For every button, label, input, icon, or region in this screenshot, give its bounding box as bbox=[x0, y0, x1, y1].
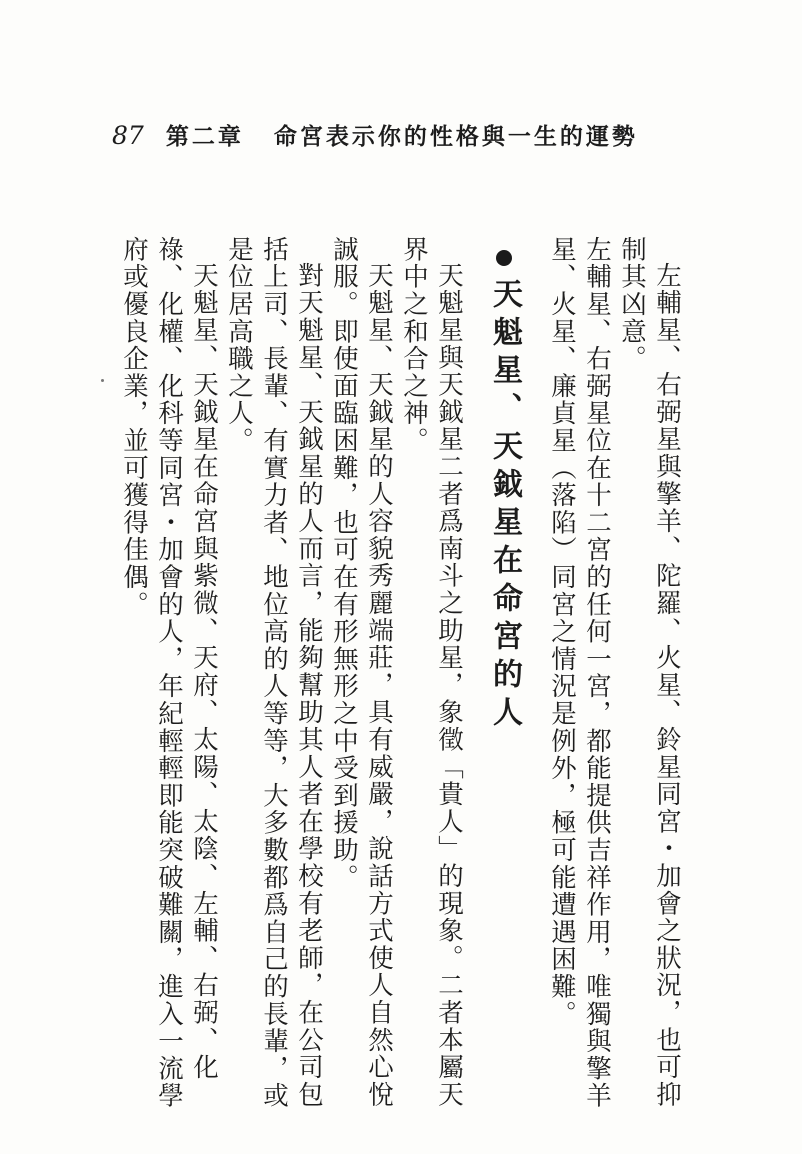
paragraph-1: 左輔星、右弼星與擎羊、陀羅、火星、鈴星同宮・加會之狀況，也可抑制其凶意。 bbox=[617, 236, 682, 1108]
chapter-title: 命宮表示你的性格與一生的運勢 bbox=[273, 123, 638, 150]
paragraph-5: 對天魁星、天鉞星的人而言，能夠幫助其人者在學校有老師，在公司包括上司、長輩、有實力者、地位高的人等等，大多數都爲自己的長輩，或是位居高職之人。 bbox=[224, 236, 324, 1110]
paragraph-4: 天魁星、天鉞星的人容貌秀麗端莊，具有威嚴，說話方式使人自然心悅誠服。即使面臨困難，也可在有形無形之中受到援助。 bbox=[329, 236, 394, 1108]
scan-speck bbox=[101, 379, 104, 382]
paragraph-3: 天魁星與天鉞星二者爲南斗之助星，象徵「貴人」的現象。二者本屬天界中之和合之神。 bbox=[399, 236, 464, 1108]
bullet-icon bbox=[496, 250, 512, 266]
chapter-label: 第二章 bbox=[165, 123, 244, 150]
vertical-body-text bbox=[116, 236, 684, 1116]
paragraph-2: 左輔星、右弼星位在十二宮的任何一宮，都能提供吉祥作用，唯獨與擎羊星、火星、廉貞星（落陷）同宮之情況是例外，極可能遭遇困難。 bbox=[547, 236, 612, 1110]
section-heading-text: 天魁星、天鉞星在命宮的人 bbox=[487, 278, 522, 734]
running-header bbox=[112, 118, 638, 150]
section-heading bbox=[482, 236, 526, 1116]
page-number: 87 bbox=[112, 121, 144, 150]
paragraph-6: 天魁星、天鉞星在命宮與紫微、天府、太陽、太陰、左輔、右弼、化祿、化權、化科等同宮・加會的人，年紀輕輕即能突破難關，進入一流學府或優良企業，並可獲得佳偶。 bbox=[119, 236, 219, 1110]
